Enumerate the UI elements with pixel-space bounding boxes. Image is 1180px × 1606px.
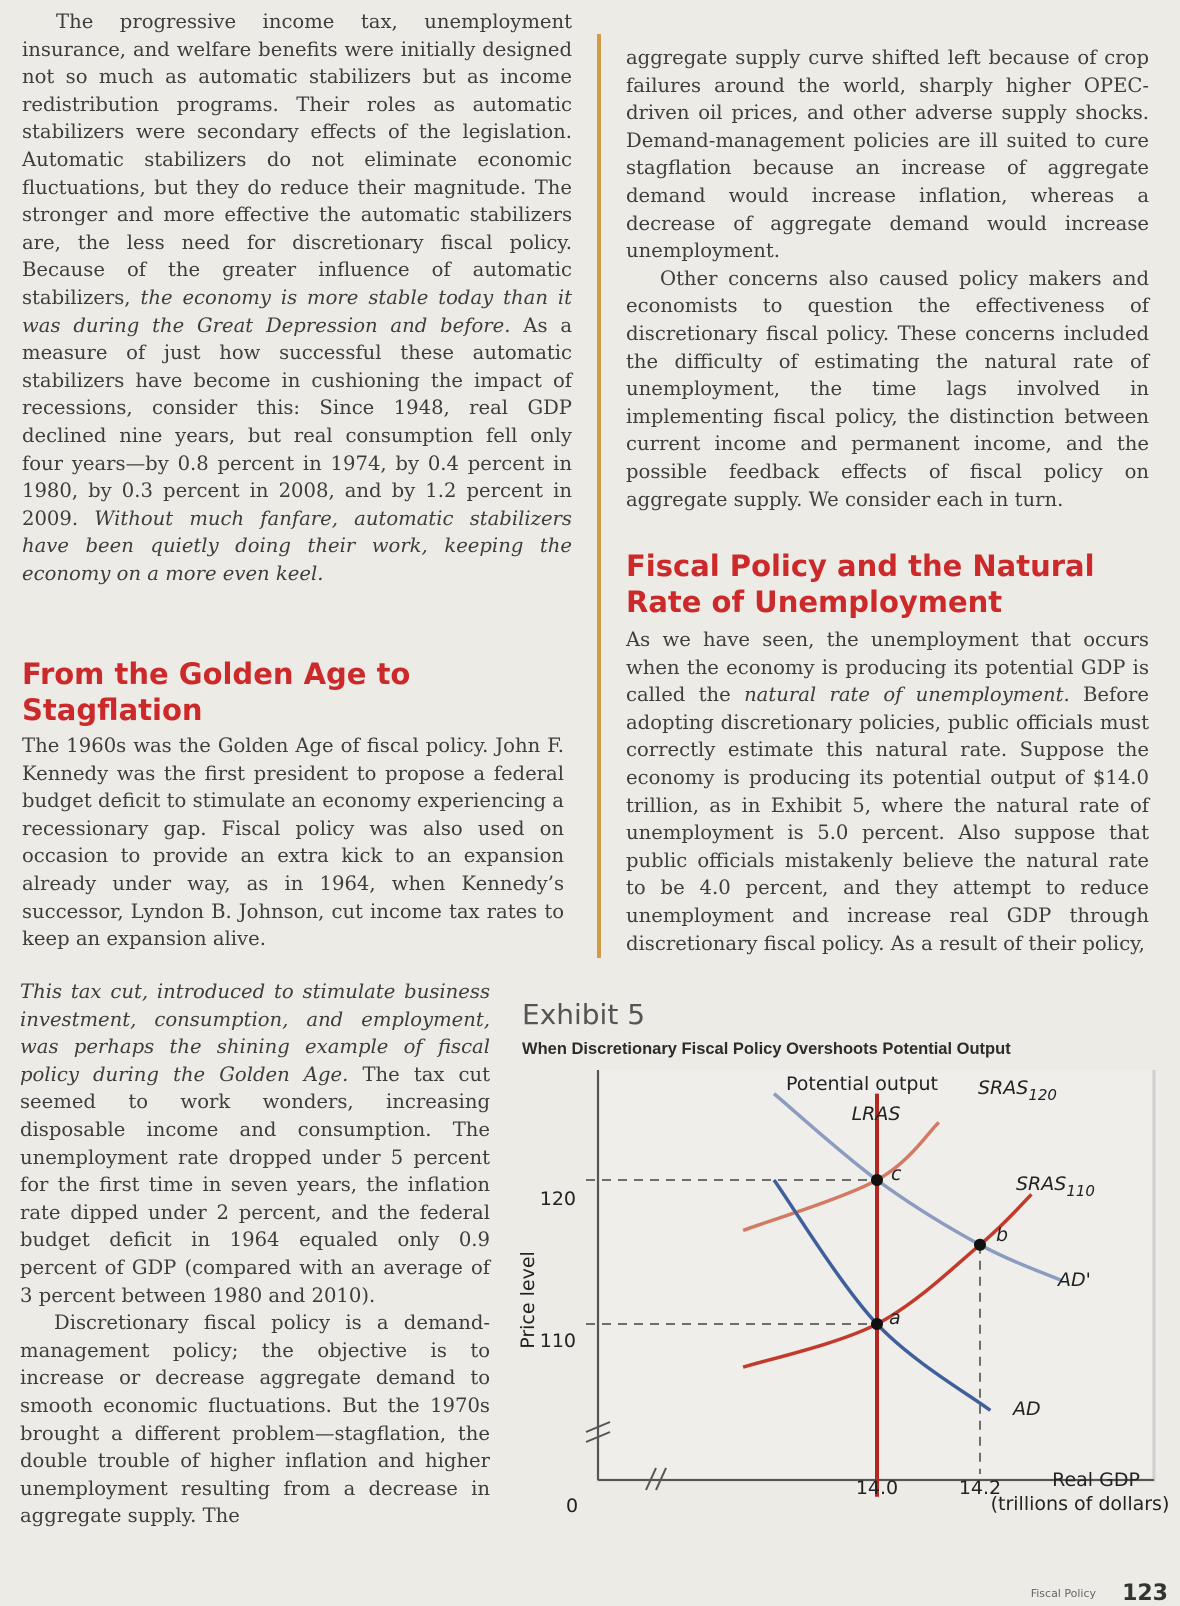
italic-term: natural rate of unemployment.	[744, 683, 1070, 707]
exhibit-caption: When Discretionary Fiscal Policy Overshoots Potential Output	[522, 1040, 1011, 1058]
x-axis-label-line2: (trillions of dollars)	[990, 1493, 1170, 1515]
column-divider	[597, 34, 601, 958]
sras120-label: $SRAS_{120}$	[978, 1077, 1057, 1104]
paragraph-other-concerns: Other concerns also caused policy makers and economists to question the effectiveness of discretionary fiscal policy. These concerns included the difficulty of estimating the natural rate of unemployment, the time lags involved in implementing fiscal policy, the distinction between current income and permanent income, and the possible feedback effects of fiscal policy on aggregate supply. We consider each in turn.	[626, 266, 1149, 511]
exhibit-chart	[510, 1070, 1180, 1600]
point-label-c: c	[891, 1163, 902, 1185]
paragraph-tax-cut: This tax cut, introduced to stimulate business investment, consumption, and employment, was perhaps the shining example of fiscal policy during the Golden Age. The tax cut seemed to work wonders, increasing disposable income and consumption. The unemployment rate dropped under 5 percent for the first time in seven years, the inflation rate dipped under 2 percent, and the federal budget deficit in 1964 equaled only 0.9 percent of GDP (compared with an average of 3 percent between 1980 and 2010).	[20, 980, 490, 1307]
paragraph-natural-rate: As we have seen, the unemployment that occurs when the economy is producing its potential GDP is called the natural rate of unemployment. Before adopting discretionary policies, public officials must correctly estimate this natural rate. Suppose the economy is producing its potential output of $14.0 trillion, as in Exhibit 5, where the natural rate of unemployment is 5.0 percent. Also suppose that public officials mistakenly believe the natural rate to be 4.0 percent, and they attempt to reduce unemployment and increase real GDP through discretionary fiscal policy. As a result of their policy,	[626, 628, 1150, 955]
paragraph-demand-management: Discretionary fiscal policy is a demand-management policy; the objective is to increase or decrease aggregate demand to smooth economic fluctuations. But the 1970s brought a different problem—stagflation, the double trouble of higher inflation and higher unemployment resulting from a decrease in aggregate supply. The	[20, 1311, 490, 1528]
lras-label: LRAS	[851, 1103, 901, 1125]
x-tick-label-14-2: 14.2	[958, 1477, 1002, 1499]
bottom-left-column-text	[20, 978, 490, 1530]
running-title: Fiscal Policy	[1030, 1587, 1096, 1600]
paragraph-golden-age: The 1960s was the Golden Age of fiscal policy. John F. Kennedy was the first president to propose a federal budget deficit to stimulate an economy experiencing a recessionary gap. Fiscal policy was also used on occasion to provide an extra kick to an expansion already under way, as in 1964, when Kennedy’s successor, Lyndon B. Johnson, cut income tax rates to keep an expansion alive.	[22, 734, 564, 951]
y-tick-label-110: 110	[539, 1330, 576, 1352]
ad-as-chart	[510, 1070, 1180, 1600]
paragraph-automatic-stabilizers: The progressive income tax, unemployment insurance, and welfare benefits were initially designed not so much as automatic stabilizers but as income redistribution programs. Their roles as automatic stabilizers were secondary effects of the legislation. Automatic stabilizers do not eliminate economic fluctuations, but they do reduce their magnitude. The stronger and more effective the automatic stabilizers are, the less need for discretionary fiscal policy. Because of the greater influence of automatic stabilizers, the economy is more stable today than it was during the Great Depression and before. As a measure of just how successful these automatic stabilizers have become in cushioning the impact of recessions, consider this: Since 1948, real GDP declined nine years, but real consumption fell only four years—by 0.8 percent in 1974, by 0.4 percent in 1980, by 0.3 percent in 2008, and by 1.2 percent in 2009. Without much fanfare, automatic stabilizers have been quietly doing their work, keeping the economy on a more even keel.	[22, 10, 572, 585]
equilibrium-point-a	[871, 1318, 883, 1330]
italic-emphasis: Without much fanfare, automatic stabilizers have been quietly doing their work, keeping the economy on a more even keel.	[22, 506, 572, 585]
ad-label: AD	[1013, 1398, 1041, 1420]
x-tick-label-14: 14.0	[855, 1477, 899, 1499]
golden-age-text	[22, 732, 564, 953]
natural-rate-text	[626, 626, 1149, 957]
exhibit-title: Exhibit 5	[522, 998, 646, 1031]
section-heading-golden-age: From the Golden Age to Stagflation	[22, 657, 411, 727]
paragraph-stagflation: aggregate supply curve shifted left because of crop failures around the world, sharply higher OPEC-driven oil prices, and other adverse supply shocks. Demand-management policies are ill suited to cure stagflation because an increase of aggregate demand would increase inflation, whereas a decrease of aggregate demand would increase unemployment.	[626, 46, 1149, 263]
ad-prime-label: AD'	[1058, 1269, 1091, 1291]
point-label-a: a	[889, 1307, 901, 1329]
page-number: 123	[1122, 1581, 1168, 1606]
potential-output-label: Potential output	[786, 1073, 938, 1095]
equilibrium-point-c	[871, 1174, 883, 1186]
section-heading-natural-rate: Fiscal Policy and the Natural Rate of Unemployment	[626, 549, 1095, 619]
left-column-text	[22, 8, 572, 587]
y-axis-label: Price level	[517, 1251, 539, 1349]
point-label-b: b	[996, 1223, 1009, 1246]
italic-emphasis: This tax cut, introduced to stimulate business investment, consumption, and employment, was perhaps the shining example of fiscal policy during the Golden Age.	[20, 980, 490, 1086]
y-tick-label-120: 120	[539, 1188, 576, 1210]
equilibrium-point-b	[974, 1239, 986, 1251]
sras110-label: $SRAS_{110}$	[1016, 1173, 1095, 1200]
x-axis-label-line1: Real GDP	[1052, 1469, 1140, 1491]
origin-label: 0	[566, 1495, 579, 1517]
right-column-text	[626, 44, 1149, 513]
italic-emphasis: the economy is more stable today than it was during the Great Depression and before.	[22, 285, 572, 337]
